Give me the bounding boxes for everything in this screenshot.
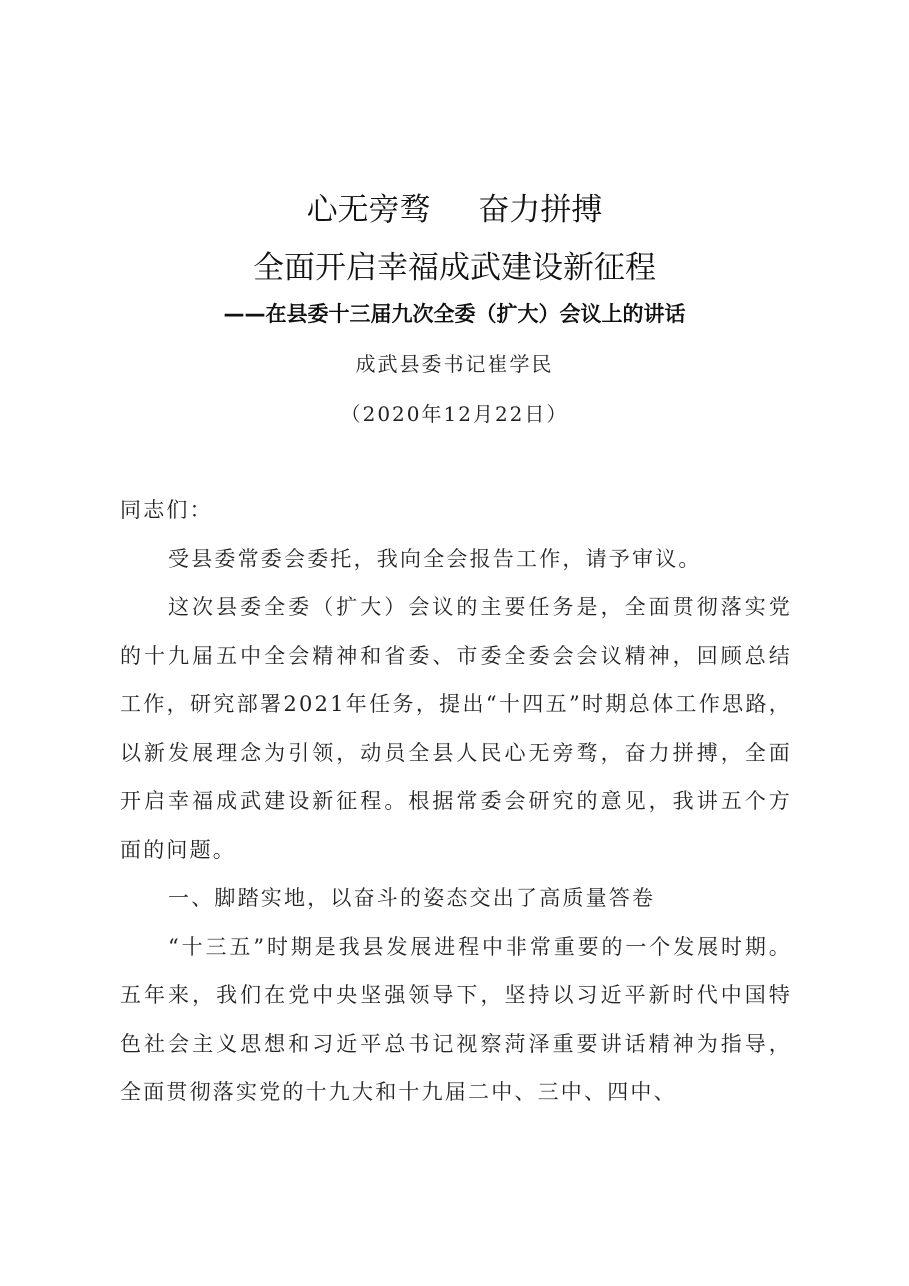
paragraph: “十三五”时期是我县发展进程中非常重要的一个发展时期。五年来，我们在党中央坚强领导下，坚持以习近平新时代中国特色社会主义思想和习近平总书记视察菏泽重要讲话精神为指导，全面贯彻落实党的十九大和十九届二中、三中、四中、 (120, 934, 792, 1104)
paragraph: 这次县委全委（扩大）会议的主要任务是，全面贯彻落实党的十九届五中全会精神和省委、市委全委会会议精神，回顾总结工作，研究部署2021年任务，提出“十四五”时期总体工作思路，以新发展理念为引领，动员全县人民心无旁骛，奋力拼搏，全面开启幸福成武建设新征程。根据常委会研究的意见，我讲五个方面的问题。 (120, 595, 792, 862)
date-line: （2020年12月22日） (340, 402, 569, 426)
salutation: 同志们： (120, 498, 213, 522)
section-heading: 一、脚踏实地，以奋斗的姿态交出了高质量答卷 (168, 886, 656, 910)
body-text (120, 486, 792, 1117)
author-line: 成武县委书记崔学民 (355, 352, 554, 376)
paragraph: 受县委常委会委托，我向全会报告工作，请予审议。 (168, 546, 702, 571)
title-line-1: 心无旁骛 奋力拼搏 (306, 192, 603, 228)
speech-subtitle: ——在县委十三届九次全委（扩大）会议上的讲话 (223, 302, 686, 326)
title-line-2: 全面开启幸福成武建设新征程 (253, 250, 656, 286)
